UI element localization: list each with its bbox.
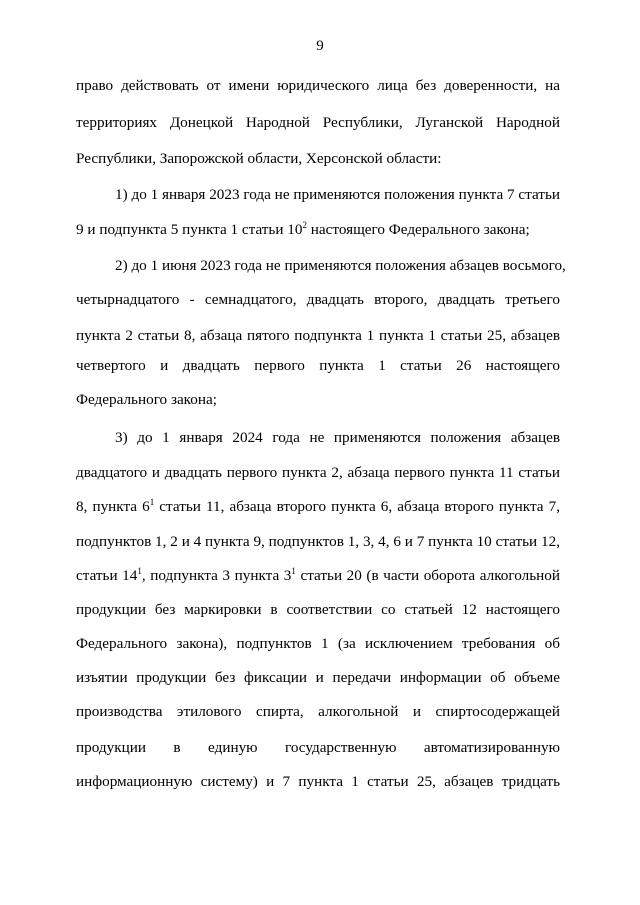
text-line: право действовать от имени юридического лица без доверенности, на xyxy=(76,77,560,94)
page-number: 9 xyxy=(316,38,324,54)
superscript: 1 xyxy=(149,497,155,507)
paragraph-start-line: 3) до 1 января 2024 года не применяются положения абзацев xyxy=(115,429,560,446)
superscript: 1 xyxy=(291,566,296,576)
text-line: Федерального закона; xyxy=(76,391,217,408)
text-line: Республики, Запорожской области, Херсонской области: xyxy=(76,150,442,167)
text-line: продукции без маркировки в соответствии со статьей 12 настоящего xyxy=(76,601,560,618)
text-line: территориях Донецкой Народной Республики, Луганской Народной xyxy=(76,114,560,131)
text-line: двадцатого и двадцать первого пункта 2, абзаца первого пункта 11 статьи xyxy=(76,464,560,481)
text-line: четырнадцатого - семнадцатого, двадцать второго, двадцать третьего xyxy=(76,291,560,308)
text-line: продукции в единую государственную автоматизированную xyxy=(76,739,560,756)
text-line: статьи $14^1$, подпункта 3 пункта $3^1$ статьи 20 (в части оборота алкогольной xyxy=(76,566,560,584)
superscript: 1 xyxy=(137,566,142,576)
text-line: изъятии продукции без фиксации и передачи информации об объеме xyxy=(76,669,560,686)
superscript: 2 xyxy=(302,220,307,230)
text-line: подпунктов 1, 2 и 4 пункта 9, подпунктов 1, 3, 4, 6 и 7 пункта 10 статьи 12, xyxy=(76,533,560,550)
paragraph-start-line: 1) до 1 января 2023 года не применяются положения пункта 7 статьи xyxy=(115,186,560,203)
text-line: информационную систему) и 7 пункта 1 статьи 25, абзацев тридцать xyxy=(76,773,560,790)
text-line: Федерального закона), подпунктов 1 (за исключением требования об xyxy=(76,635,560,652)
text-line: 9 и подпункта 5 пункта 1 статьи $10^2$ настоящего Федерального закона; xyxy=(76,220,530,238)
text-line: 8, пункта $6^1$ статьи 11, абзаца второго пункта 6, абзаца второго пункта 7, xyxy=(76,497,560,515)
text-line: пункта 2 статьи 8, абзаца пятого подпункта 1 пункта 1 статьи 25, абзацев xyxy=(76,327,560,344)
text-line: четвертого и двадцать первого пункта 1 статьи 26 настоящего xyxy=(76,357,560,374)
paragraph-start-line: 2) до 1 июня 2023 года не применяются положения абзацев восьмого, xyxy=(115,257,566,274)
text-line: производства этилового спирта, алкогольной и спиртосодержащей xyxy=(76,703,560,720)
